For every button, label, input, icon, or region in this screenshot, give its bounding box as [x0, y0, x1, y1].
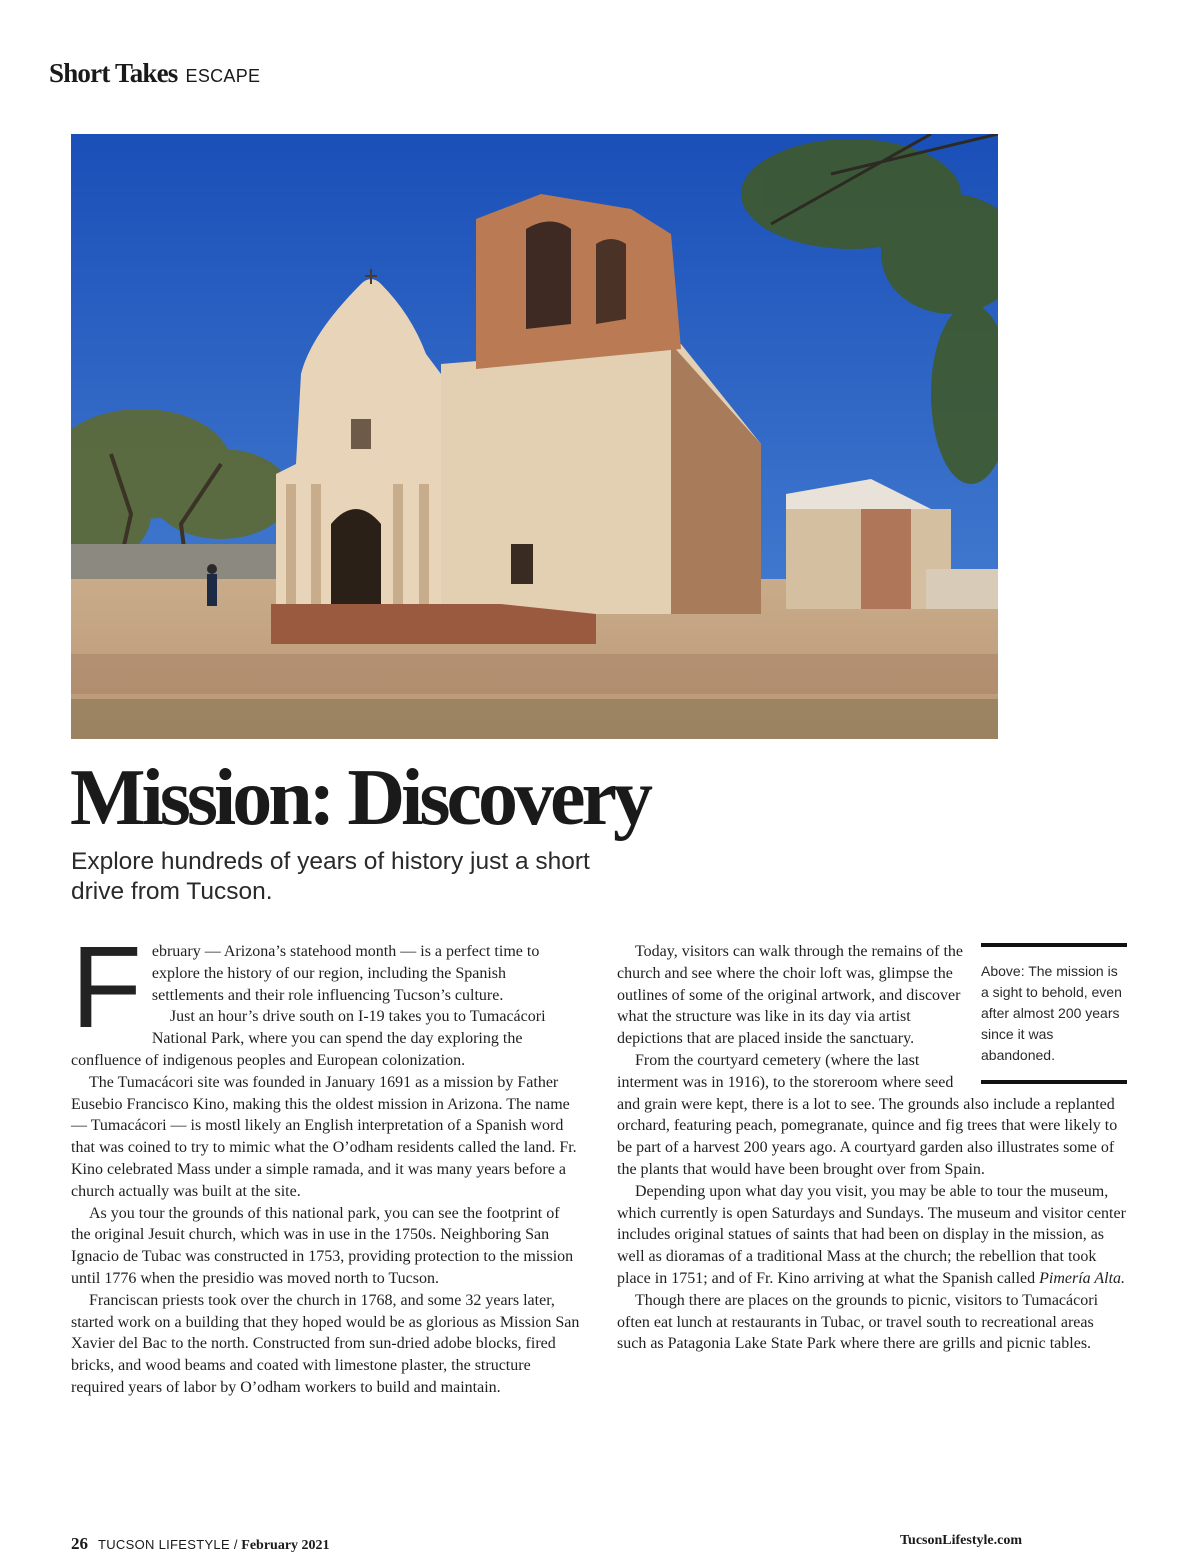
body-paragraph: Just an hour’s drive south on I-19 takes you to Tumacácori National Park, where you can spend the day exploring the confluence of indigenous peoples and European colonization.: [71, 1008, 546, 1069]
subsection-name: ESCAPE: [185, 66, 261, 86]
body-paragraph: [617, 1181, 1127, 1290]
paragraph-text: ebruary — Arizona’s statehood month — is a perfect time to explore the history of our region, including the Spanish settlements and their role influencing Tucson’s culture.: [151, 943, 540, 1004]
body-paragraph: Though there are places on the grounds to picnic, visitors to Tumacácori often eat lunch at restaurants in Tubac, or travel south to recreational areas such as Patagonia Lake State Park where there are grills and picnic tables.: [617, 1291, 1099, 1353]
page-footer: [71, 1534, 330, 1554]
website-link[interactable]: TucsonLifestyle.com: [900, 1533, 1022, 1548]
body-paragraph: As you tour the grounds of this national park, you can see the footprint of the original Jesuit church, which was in use in the 1750s. Neighboring San Ignacio de Tubac was constructed in 1753, providing protection to the mission until 1776 when the presidio was moved north to Tucson.: [71, 1204, 574, 1287]
page-number: 26: [71, 1534, 88, 1553]
body-column-right: [617, 941, 1127, 1355]
paragraph-text: Depending upon what day you visit, you may be able to tour the museum, which currently is open Saturdays and Sundays. The museum and visitor center includes original statues of saints that had been on display in the mission, as well as dioramas of a traditional Mass at the church; the rebellion that took place in 1751; and of Fr. Kino arriving at what the Spanish called: [617, 1182, 1126, 1287]
article-title: Mission: Discovery: [70, 754, 650, 842]
italic-place-name: Pimería Alta.: [1039, 1269, 1126, 1287]
issue-date: February 2021: [241, 1538, 330, 1553]
mission-photo-illustration: [71, 134, 998, 739]
article-dek: Explore hundreds of years of history just a short drive from Tucson.: [71, 848, 590, 905]
body-paragraph: Today, visitors can walk through the remains of the church and see where the choir loft was, glimpse the outlines of some of the original artwork, and discover what the structure was like in its day via artist depictions that are placed inside the sanctuary.: [617, 943, 963, 1048]
body-paragraph: The Tumacácori site was founded in January 1691 as a mission by Father Eusebio Francisco Kino, making this the oldest mission in Arizona. The name — Tumacácori — is mostl likely an English interpretation of a Spanish word that was coined to try to mimic what the O’odham residents called the land. Fr. Kino celebrated Mass under a simple ramada, and it was many years before a church actually was built at the site.: [71, 1073, 577, 1200]
magazine-name: TUCSON LIFESTYLE /: [98, 1537, 238, 1552]
section-header: [49, 58, 260, 89]
drop-cap: F: [71, 922, 142, 1052]
body-column-left: [71, 922, 581, 1399]
section-name: Short Takes: [49, 58, 178, 88]
body-paragraph: From the courtyard cemetery (where the last interment was in 1916), to the storeroom where seed and grain were kept, there is a lot to see. The grounds also include a replanted orchard, featuring peach, pomegranate, quince and fig trees that were likely to be part of a harvest 200 years ago. A courtyard garden also illustrates some of the plants that would have been brought over from Spain.: [617, 1051, 1118, 1178]
photo-caption: Above: The mission is a sight to behold, even after almost 200 years since it was abandoned.: [981, 943, 1127, 1084]
hero-photo: [71, 134, 998, 739]
body-paragraph: Franciscan priests took over the church in 1768, and some 32 years later, started work on a building that they hoped would be as glorious as Mission San Xavier del Bac to the north. Constructed from sun-dried adobe blocks, fired bricks, and wood beams and coated with limestone plaster, the structure required years of labor by O’odham workers to build and maintain.: [71, 1291, 580, 1396]
